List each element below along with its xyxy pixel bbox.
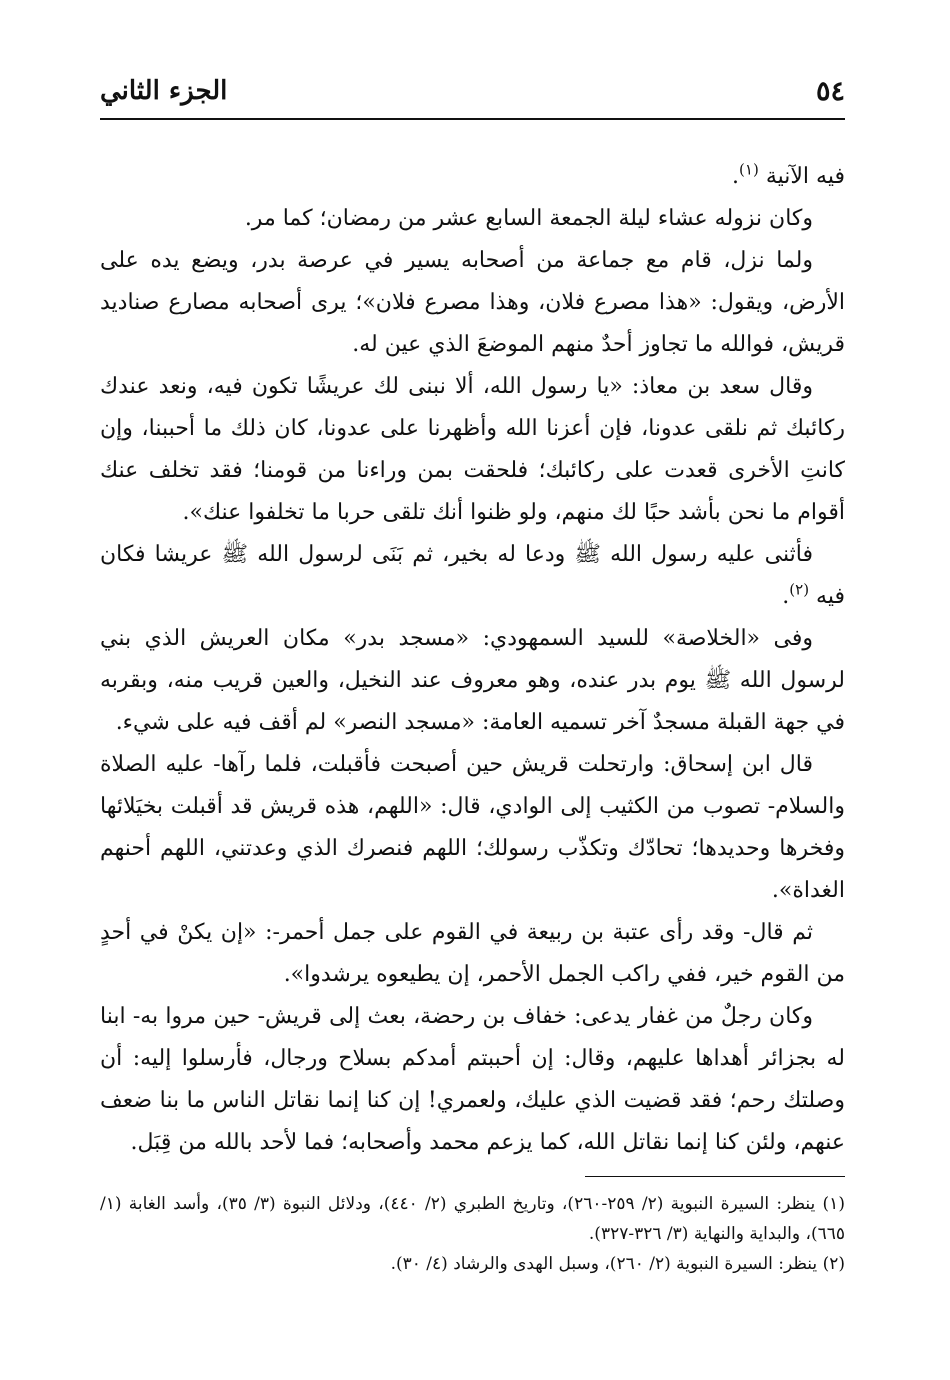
paragraph: وكان نزوله عشاء ليلة الجمعة السابع عشر من رمضان؛ كما مر. — [244, 206, 813, 231]
footnote — [100, 1249, 845, 1279]
paragraph: وكان رجلٌ من غفار يدعى: خفاف بن رحضة، بعث إلى قريش- حين مروا به- ابنا له بجزائر أهداها عليهم، وقال: إن أحببتم أمدكم بسلاح ورجال، فأرسلوا إليه: أن وصلتك رحم؛ فقد قضيت الذي عليك، ولعمري! إن كنا إنما نقاتل الناس ما بنا ضعف عنهم، ولئن كنا إنما نقاتل الله، كما يزعم محمد وأصحابه؛ فما لأحد بالله من قِبَل. — [100, 1004, 845, 1155]
paragraph: قال ابن إسحاق: وارتحلت قريش حين أصبحت فأقبلت، فلما رآها- عليه الصلاة والسلام- تصوب من الكثيب إلى الوادي، قال: «اللهم، هذه قريش قد أقبلت بخيَلائها وفخرها وحديدها؛ تحادّك وتكذّب رسولك؛ اللهم فنصرك الذي وعدتني، اللهم أحنهم الغداة». — [100, 752, 845, 903]
footnotes — [100, 1189, 845, 1279]
paragraph-text: فأثنى عليه رسول الله ﷺ ودعا له بخير، ثم بَنَى لرسول الله ﷺ عريشا فكان فيه — [100, 542, 845, 609]
footnote — [100, 1189, 845, 1249]
part-title: الجزء الثاني — [100, 76, 228, 106]
footnote-text: ينظر: السيرة النبوية (٢/ ٢٥٩-٢٦٠)، وتاريخ الطبري (٢/ ٤٤٠)، ودلائل النبوة (٣/ ٣٥)، وأسد الغابة (١/ ٦٦٥)، والبداية والنهاية (٣/ ٣٢٦-٣٢٧). — [100, 1194, 845, 1244]
paragraph — [100, 534, 845, 618]
footnote-number: (٢) — [822, 1254, 845, 1274]
book-page — [100, 70, 845, 1320]
paragraph-trail: . — [782, 584, 790, 609]
paragraph-trail: . — [732, 164, 740, 189]
running-header — [100, 70, 845, 120]
footnote-text: ينظر: السيرة النبوية (٢/ ٢٦٠)، وسبل الهدى والرشاد (٤/ ٣٠). — [390, 1254, 818, 1274]
paragraph — [100, 156, 845, 198]
footnote-number: (١) — [822, 1194, 845, 1214]
paragraph: ثم قال- وقد رأى عتبة بن ربيعة في القوم على جمل أحمر-: «إن يكنْ في أحدٍ من القوم خير، ففي راكب الجمل الأحمر، إن يطيعوه يرشدوا». — [100, 920, 845, 987]
footnote-reference: (٢) — [789, 580, 810, 599]
paragraph-text: فيه الآنية — [765, 164, 845, 189]
page-number: ٥٤ — [815, 76, 845, 107]
main-text — [100, 156, 845, 1164]
footnote-reference: (١) — [739, 160, 759, 179]
paragraph: وفى «الخلاصة» للسيد السمهودي: «مسجد بدر» مكان العريش الذي بني لرسول الله ﷺ يوم بدر عنده، وهو معروف عند النخيل، والعين قريب منه، وبقربه في جهة القبلة مسجدٌ آخر تسميه العامة: «مسجد النصر» لم أقف فيه على شيء. — [100, 626, 845, 735]
footnote-divider — [585, 1176, 845, 1177]
paragraph: وقال سعد بن معاذ: «يا رسول الله، ألا نبنى لك عريشًا تكون فيه، ونعد عندك ركائبك ثم نلقى عدونا، فإن أعزنا الله وأظهرنا على عدونا، كان ذلك ما أحببنا، وإن كانتِ الأخرى قعدت على ركائبك؛ فلحقت بمن وراءنا من قومنا؛ فقد تخلف عنك أقوام ما نحن بأشد حبًا لك منهم، ولو ظنوا أنك تلقى حربا ما تخلفوا عنك». — [100, 374, 845, 525]
paragraph: ولما نزل، قام مع جماعة من أصحابه يسير في عرصة بدر، ويضع يده على الأرض، ويقول: «هذا مصرع فلان، وهذا مصرع فلان»؛ يرى أصحابه مصارع صناديد قريش، فوالله ما تجاوز أحدٌ منهم الموضعَ الذي عين له. — [100, 248, 845, 357]
